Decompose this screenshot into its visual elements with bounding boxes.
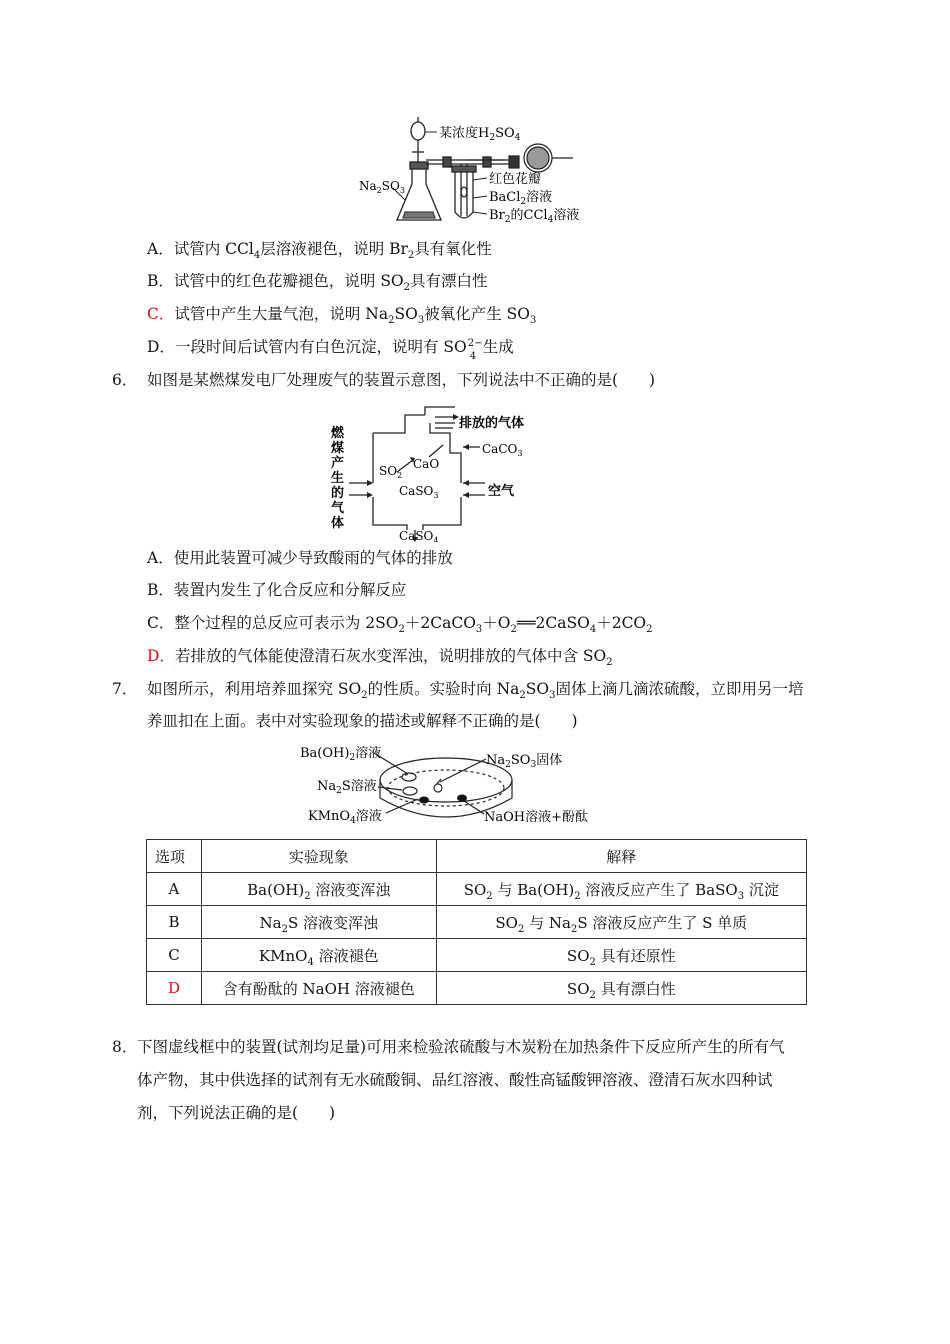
petal-label: 红色花瓣 (489, 172, 542, 187)
q6-option-d: D．若排放的气体能使澄清石灰水变浑浊，说明排放的气体中含 $SO_2$ (147, 647, 613, 669)
bacl2-label: BaCl (489, 190, 521, 205)
header-explanation: 解释 (436, 840, 806, 873)
baoh2-label: Ba(OH) (300, 746, 350, 761)
petri-dish-figure (298, 740, 598, 832)
q5-option-d: D．一段时间后试管内有白色沉淀，说明有 SO 2− 4 生成 (147, 338, 514, 362)
q6-option-a: A．使用此装置可减少导致酸雨的气体的排放 (147, 549, 453, 567)
table-row: C KMnO$_4$ 溶液褪色 $SO_2$ 具有还原性 (147, 939, 807, 972)
experiment-table (146, 839, 807, 1005)
na2so3-label: Na (359, 179, 377, 193)
svg-text:KMnO4溶液: KMnO$_4$溶液 (308, 809, 382, 826)
air-label: 空气 (488, 484, 515, 499)
table-row: D 含有酚酞的 NaOH 溶液褪色 $SO_2$ 具有漂白性 (147, 972, 807, 1005)
q6-stem: 6． 如图是某燃煤发电厂处理废气的装置示意图，下列说法中不正确的是( ) (112, 371, 656, 389)
q5-option-c: C．试管中产生大量气泡，说明 $Na_2SO_3$被氧化产生 $SO_3$ (147, 305, 537, 327)
q5-option-a: A．试管内 CCl$_4$层溶液褪色，说明 $Br_2$具有氧化性 (147, 240, 492, 262)
svg-text:BaCl2溶液: BaCl$_2$溶液 (489, 190, 553, 207)
caco3-label: CaCO (482, 442, 518, 456)
svg-text:Ba(OH)2溶液: $Ba(OH)_2$溶液 (300, 746, 382, 763)
q8-stem-line3: 剂，下列说法正确的是( ) (137, 1104, 336, 1122)
naoh-phenolphthalein-label: NaOH溶液+酚酞 (484, 810, 589, 825)
exhaust-label: 排放的气体 (459, 416, 525, 431)
q6-option-c: C．整个过程的总反应可表示为 $2SO_2+2CaCO_3+O_2══2CaSO_4+2CO_2$ (147, 614, 653, 636)
header-option: 选项 (147, 840, 202, 873)
svg-text:Na2SO3: $Na_2SO_3$ (359, 179, 405, 195)
na2s-label: Na (317, 779, 337, 794)
svg-text:某浓度H2SO4: 某浓度$H_2SO_4$ (439, 126, 521, 143)
q7-stem-line1: 7． 如图所示，利用培养皿探究 $SO_2$的性质。实验时向 $Na_2SO_3$固体上滴几滴浓硫酸，立即用另一培 (112, 680, 804, 702)
table-row: B $Na_2S$ 溶液变浑浊 $SO_2$ 与 $Na_2S$ 溶液反应产生了 S 单质 (147, 906, 807, 939)
table-row: A $Ba(OH)_2$ 溶液变浑浊 $SO_2$ 与 $Ba(OH)_2$ 溶液反应产生了 BaSO$_3$ 沉淀 (147, 873, 807, 906)
svg-text:Na2S溶液: $Na_2S$溶液 (317, 779, 377, 796)
q8-stem-line1: 8．下图虚线框中的装置(试剂均足量)可用来检验浓硫酸与木炭粉在加热条件下反应所产生的所有气 (112, 1038, 785, 1056)
table-header-row (147, 840, 807, 873)
header-phenomenon: 实验现象 (201, 840, 436, 873)
svg-text:Na2SO3固体: $Na_2SO_3$固体 (486, 753, 563, 770)
answer-marker: D (147, 972, 202, 1005)
answer-marker: C． (147, 305, 175, 323)
kmno4-label: KMnO (308, 809, 351, 824)
svg-text:CaCO3: CaCO$_3$ (482, 442, 523, 458)
cao-label: CaO (413, 457, 440, 471)
svg-text:CaSO4: CaSO$_4$ (399, 529, 439, 542)
so2-apparatus-figure (355, 112, 595, 230)
inlet-gas-label: 燃 煤 产 生 的 气 体 (331, 426, 345, 531)
separatory-funnel (411, 117, 425, 167)
answer-marker: D． (147, 647, 175, 665)
svg-text:Br2的CCl4溶液: $Br_2$的CCl$_4$溶液 (489, 208, 580, 225)
flue-gas-device-figure (325, 405, 560, 542)
br2-ccl4-label: Br (489, 208, 505, 223)
test-tube (452, 166, 476, 218)
q8-stem-line2: 体产物，其中供选择的试剂有无水硫酸铜、品红溶液、酸性高锰酸钾溶液、澄清石灰水四种试 (137, 1071, 773, 1089)
svg-text:SO2: $SO_2$ (379, 464, 403, 480)
q7-stem-line2: 养皿扣在上面。表中对实验现象的描述或解释不正确的是( ) (147, 712, 578, 730)
acid-label: 某浓度H (439, 126, 490, 141)
so2-label: SO (379, 464, 398, 478)
caso3-label: CaSO (399, 484, 434, 498)
na2so3-solid-label: Na (486, 753, 506, 768)
q5-option-b: B．试管中的红色花瓣褪色，说明 $SO_2$具有漂白性 (147, 272, 488, 294)
svg-text:CaSO3: CaSO$_3$ (399, 484, 439, 500)
drying-tube (509, 144, 573, 172)
caso4-label: CaSO (399, 529, 434, 542)
q6-option-b: B．装置内发生了化合反应和分解反应 (147, 581, 407, 599)
